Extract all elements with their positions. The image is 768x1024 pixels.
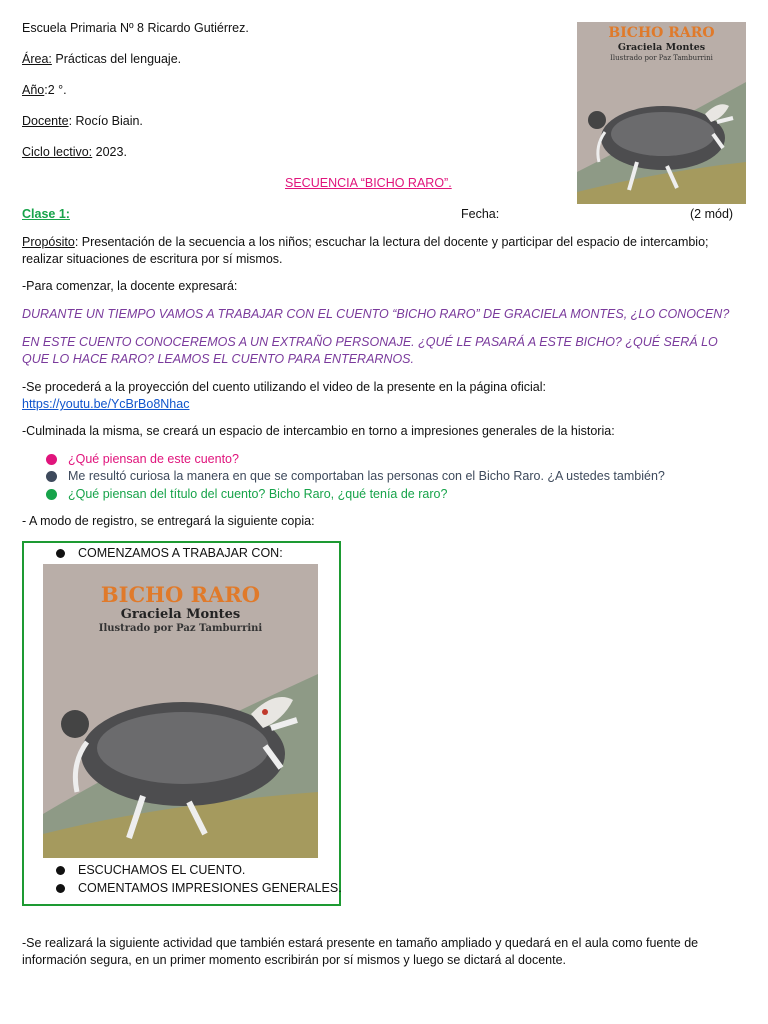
sequence-title: SECUENCIA “BICHO RARO”. — [285, 176, 452, 190]
large-cover-title: BICHO RARO — [100, 582, 261, 607]
question-item — [46, 487, 447, 501]
box-item-text: ESCUCHAMOS EL CUENTO. — [78, 863, 246, 877]
projection-text: -Se procederá a la proyección del cuento utilizando el video de la presente en la página oficial: — [22, 380, 546, 394]
bullet-dot-icon — [46, 454, 57, 465]
box-item — [56, 863, 245, 877]
school-name: Escuela Primaria Nº 8 Ricardo Gutiérrez. — [22, 21, 249, 35]
cycle-label: Ciclo lectivo: — [22, 145, 93, 159]
year-value: :2 °. — [44, 83, 67, 97]
large-cover-illustrator: Ilustrado por Paz Tamburrini — [98, 623, 263, 634]
box-item — [56, 546, 283, 560]
closing-paragraph: -Se realizará la siguiente actividad que también estará presente en tamaño ampliado y quedará en el aula como fuente de información segura, en un primer momento escribirán por sí mismos y luego se dictará al docente. — [22, 936, 699, 967]
book-cover-large — [43, 564, 318, 858]
projection-paragraph — [22, 379, 742, 413]
quote-2: EN ESTE CUENTO CONOCEREMOS A UN EXTRAÑO PERSONAJE. ¿QUÉ LE PASARÁ A ESTE BICHO? ¿QUÉ SERÁ LO QUE LO HACE RARO? LEAMOS EL CUENTO PARA ENTERARNOS. — [22, 335, 718, 366]
box-item-text: COMENZAMOS A TRABAJAR CON: — [78, 546, 283, 560]
year-label: Año — [22, 83, 45, 97]
copy-box — [22, 541, 341, 906]
register-line: - A modo de registro, se entregará la siguiente copia: — [22, 514, 315, 528]
purpose-text: : Presentación de la secuencia a los niños; escuchar la lectura del docente y participar del espacio de intercambio; realizar situaciones de escritura por sí mismos. — [22, 235, 709, 266]
large-cover-author: Graciela Montes — [120, 607, 241, 622]
purpose-label: Propósito — [22, 235, 75, 249]
question-text: Me resultó curiosa la manera en que se comportaban las personas con el Bicho Raro. ¿A ustedes también? — [68, 469, 665, 483]
bullet-dot-icon — [56, 884, 65, 893]
small-cover-author: Graciela Montes — [617, 42, 706, 53]
teacher-label: Docente — [22, 114, 69, 128]
intro-line: -Para comenzar, la docente expresará: — [22, 279, 238, 293]
bullet-dot-icon — [56, 549, 65, 558]
bullet-dot-icon — [56, 866, 65, 875]
teacher-line — [22, 114, 143, 128]
area-line — [22, 52, 181, 66]
video-link[interactable]: https://youtu.be/YcBrBo8Nhac — [22, 397, 190, 411]
question-text: ¿Qué piensan de este cuento? — [68, 452, 239, 466]
question-item — [46, 469, 665, 483]
teacher-value: : Rocío Biain. — [68, 114, 143, 128]
cycle-line — [22, 145, 127, 159]
area-value: Prácticas del lenguaje. — [51, 52, 182, 66]
modules-label: (2 mód) — [690, 207, 734, 221]
purpose-paragraph — [22, 234, 742, 268]
quote-1: DURANTE UN TIEMPO VAMOS A TRABAJAR CON EL CUENTO “BICHO RARO” DE GRACIELA MONTES, ¿LO CONOCEN? — [22, 307, 730, 321]
area-label: Área: — [22, 52, 52, 66]
box-item-text: COMENTAMOS IMPRESIONES GENERALES. — [78, 881, 342, 895]
bullet-dot-icon — [46, 471, 57, 482]
small-cover-title: BICHO RARO — [608, 25, 715, 41]
question-item — [46, 452, 239, 466]
question-text: ¿Qué piensan del título del cuento? Bicho Raro, ¿qué tenía de raro? — [68, 487, 448, 501]
book-cover-small — [577, 22, 746, 204]
small-cover-illustrator: Ilustrado por Paz Tamburrini — [610, 54, 713, 62]
bullet-dot-icon — [46, 489, 57, 500]
culmination-line: -Culminada la misma, se creará un espacio de intercambio en torno a impresiones generales de la historia: — [22, 424, 615, 438]
class-label: Clase 1: — [22, 207, 70, 221]
year-line — [22, 83, 67, 97]
date-label: Fecha: — [461, 207, 500, 221]
cycle-value: 2023. — [92, 145, 127, 159]
box-item — [56, 881, 342, 895]
